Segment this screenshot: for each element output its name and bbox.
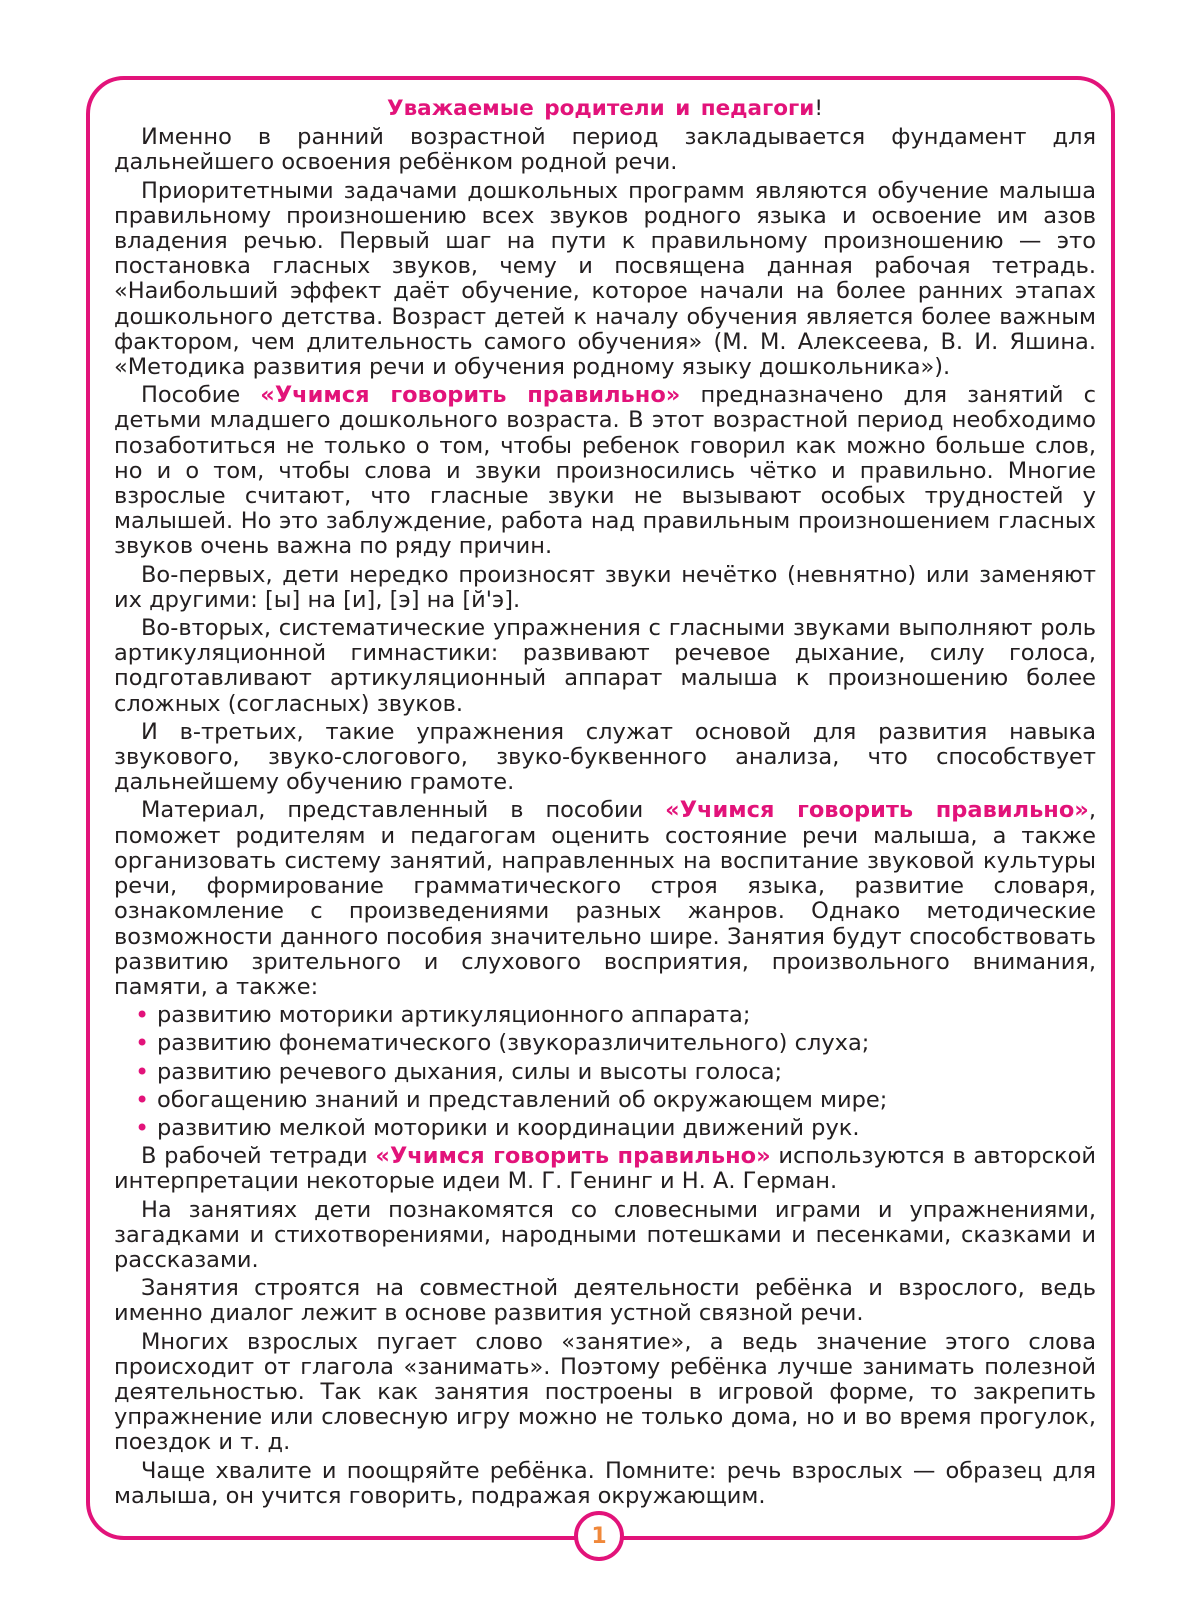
content-area <box>114 96 1096 1512</box>
book-title-highlight: «Учимся говорить правильно» <box>665 797 1089 824</box>
list-item: • развитию речевого дыхания, силы и высоты голоса; <box>135 1057 783 1086</box>
book-title-highlight: «Учимся говорить правильно» <box>375 1143 771 1170</box>
bullet-icon: • <box>135 1029 150 1058</box>
paragraph: Материал, представленный в пособии «Учимся говорить правильно», поможет родителям и педагогам оценить состояние речи малыша, а также организовать систему занятий, направленных на воспитание звуковой культуры речи, формирование грамматического строя языка, развитие словаря, ознакомление с произведениями разных жанров. Однако методические возможности данного пособия значительно шире. Занятия будут способствовать развитию зрительного и слухового восприятия, произвольного внимания, памяти, а также: <box>114 797 1096 1000</box>
paragraph: Чаще хвалите и поощряйте ребёнка. Помните: речь взрослых — образец для малыша, он учится говорить, подражая окружающим. <box>114 1457 1096 1509</box>
list-item: • обогащению знаний и представлений об окружающем мире; <box>135 1085 888 1114</box>
paragraph: Во-вторых, систематические упражнения с гласными звуками выполняют роль артикуляционной гимнастики: развивают речевое дыхание, силу голоса, подготавливают артикуляционный аппарат малыша к произношению более сложных (согласных) звуков. <box>114 615 1096 717</box>
paragraph: И в-третьих, такие упражнения служат основой для развития навыка звукового, звуко-слогового, звуко-буквенного анализа, что способствует дальнейшему обучению грамоте. <box>114 718 1096 796</box>
bullet-icon: • <box>135 1113 150 1142</box>
bullet-icon: • <box>135 1057 150 1086</box>
paragraph: Занятия строятся на совместной деятельности ребёнка и взрослого, ведь именно диалог лежит в основе развития устной связной речи. <box>114 1275 1096 1327</box>
bullet-icon: • <box>135 1001 150 1030</box>
page-title: Уважаемые родители и педагоги! <box>387 96 823 121</box>
paragraph: Пособие «Учимся говорить правильно» предназначено для занятий с детьми младшего дошкольного возраста. В этот возрастной период необходимо позаботиться не только о том, чтобы ребенок говорил как можно больше слов, но и о том, чтобы слова и звуки произносились чётко и правильно. Многие взрослые считают, что гласные звуки не вызывают особых трудностей у малышей. Но это заблуждение, работа над правильным произношением гласных звуков очень важна по ряду причин. <box>114 382 1096 560</box>
bullet-icon: • <box>135 1085 150 1114</box>
list-item: • развитию моторики артикуляционного аппарата; <box>135 1001 751 1030</box>
paragraph: В рабочей тетради «Учимся говорить правильно» используются в авторской интерпретации некоторые идеи М. Г. Генинг и Н. А. Герман. <box>114 1143 1096 1195</box>
paragraph: Во-первых, дети нередко произносят звуки нечётко (невнятно) или заменяют их другими: [ы] на [и], [э] на [й'э]. <box>114 561 1096 613</box>
paragraph: Именно в ранний возрастной период закладывается фундамент для дальнейшего освоения ребёнком родной речи. <box>114 124 1096 176</box>
page-number: 1 <box>574 1511 624 1561</box>
bullet-list <box>114 1003 1096 1141</box>
book-title-highlight: «Учимся говорить правильно» <box>260 382 681 409</box>
paragraph: Многих взрослых пугает слово «занятие», а ведь значение этого слова происходит от глагола «занимать». Поэтому ребёнка лучше занимать полезной деятельностью. Так как занятия построены в игровой форме, то закрепить упражнение или словесную игру можно не только дома, но и во время прогулок, поездок и т. д. <box>114 1328 1096 1456</box>
paragraph: На занятиях дети познакомятся со словесными играми и упражнениями, загадками и стихотворениями, народными потешками и песенками, сказками и рассказами. <box>114 1196 1096 1273</box>
list-item: • развитию мелкой моторики и координации движений рук. <box>135 1113 860 1142</box>
list-item: • развитию фонематического (звукоразличительного) слуха; <box>135 1029 870 1058</box>
paragraph: Приоритетными задачами дошкольных программ являются обучение малыша правильному произношению всех звуков родного языка и освоение им азов владения речью. Первый шаг на пути к правильному произношению — это постановка гласных звуков, чему и посвящена данная рабочая тетрадь. «Наибольший эффект даёт обучение, которое начали на более ранних этапах дошкольного детства. Возраст детей к началу обучения является более важным фактором, чем длительность самого обучения» (М. М. Алексеева, В. И. Яшина. «Методика развития речи и обучения родному языку дошкольника»). <box>114 177 1096 381</box>
